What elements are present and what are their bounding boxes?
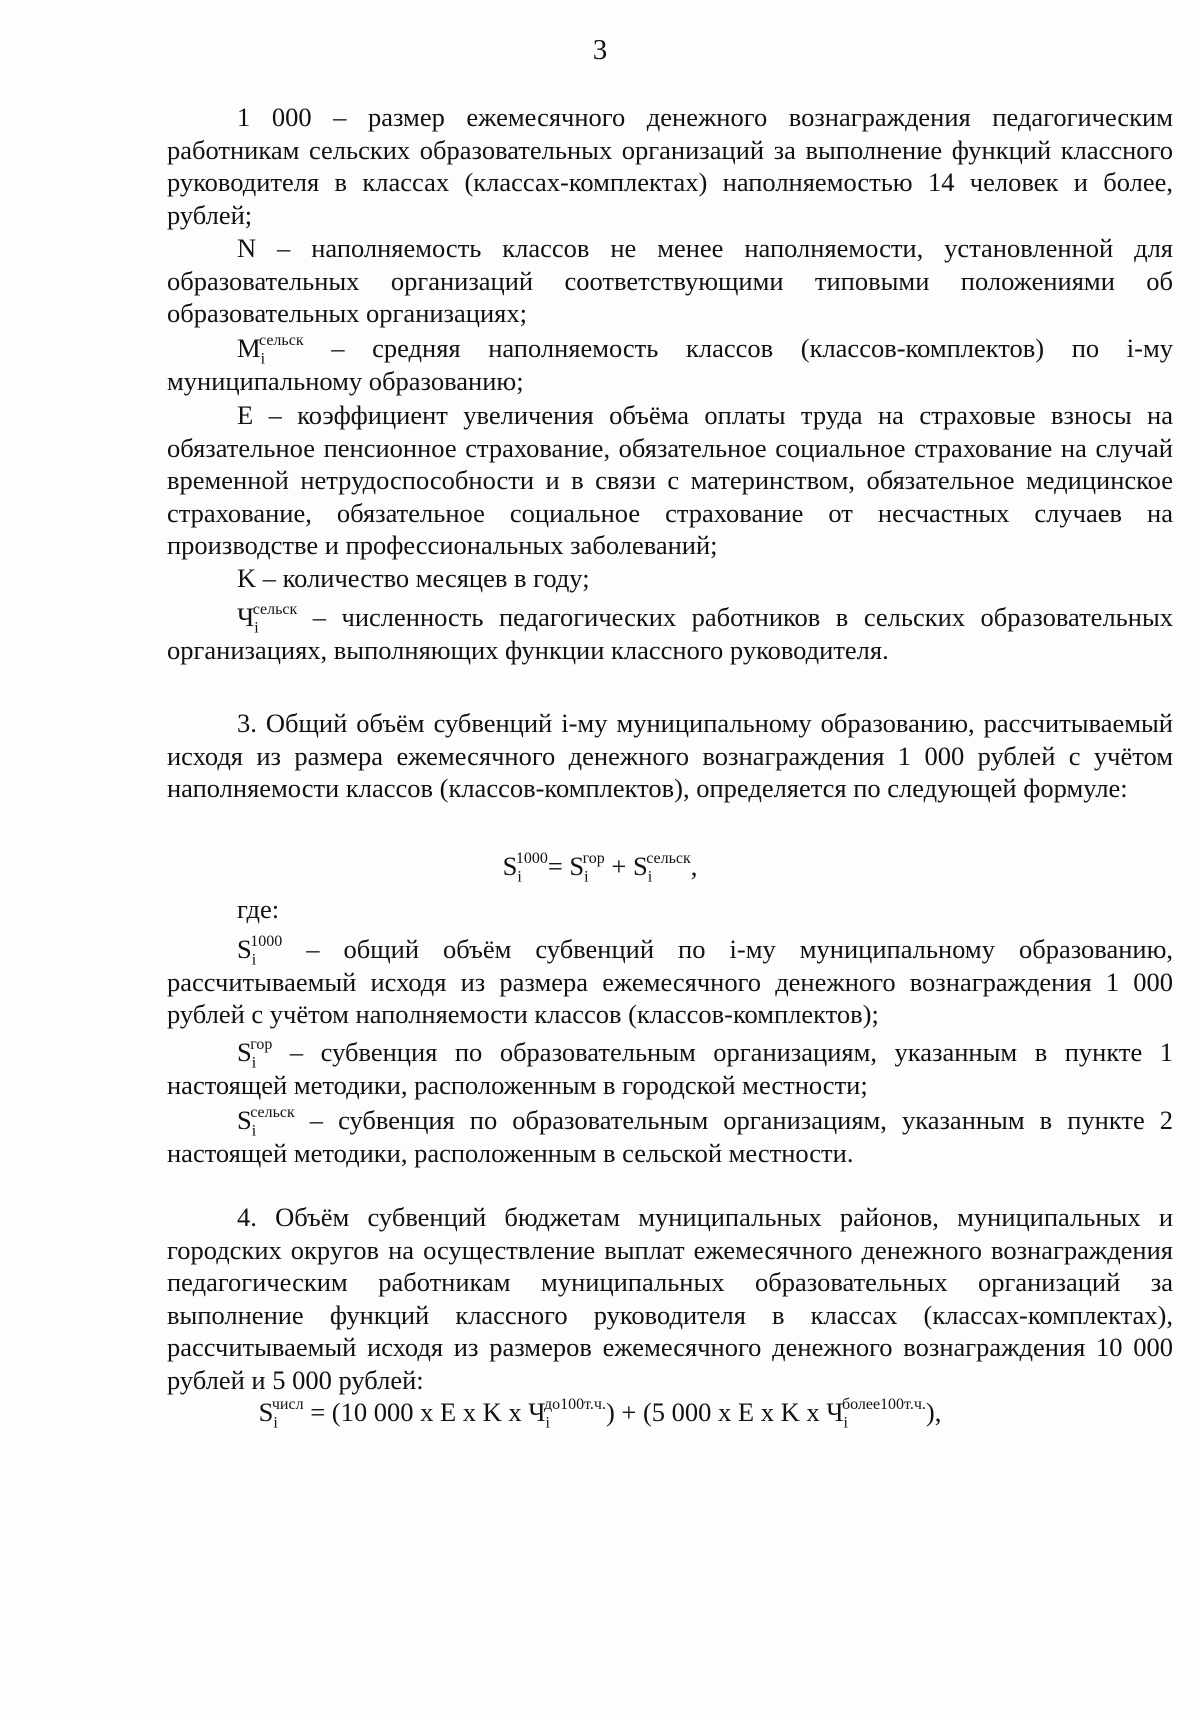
paragraph-sgor-definition: $S_i^{гор}$ – субвенция по образовательным организациям, указанным в пункте 1 настоящей методики, расположенным в городской местности; <box>167 1036 1173 1100</box>
paragraph-section-4: 4. Объём субвенций бюджетам муниципальных районов, муниципальных и городских округов на осуществление выплат ежемесячного денежного вознаграждения педагогическим работникам муниципальных образовательных организаций за выполнение функций классного руководителя в классах (классах-комплектах), рассчитываемый исходя из размеров ежемесячного денежного вознаграждения 10 000 рублей и 5 000 рублей: <box>167 1202 1173 1395</box>
paragraph-n-definition: N – наполняемость классов не менее наполняемости, установленной для образовательных организаций соответствующими типовыми положениями об образовательных организациях; <box>167 233 1173 328</box>
paragraph-section-3: 3. Общий объём субвенций i-му муниципальному образованию, рассчитываемый исходя из размера ежемесячного денежного вознаграждения 1 000 рублей с учётом наполняемости классов (классов-комплектов), определяется по следующей формуле: <box>167 708 1173 803</box>
paragraph-1000-definition: 1 000 – размер ежемесячного денежного вознаграждения педагогическим работникам сельских образовательных организаций за выполнение функций классного руководителя в классах (классах-комплектах) наполняемостью 14 человек и более, рублей; <box>167 102 1173 230</box>
formula-schisl: $S_i^{числ} = (10$ 000 х E х K х $Ч_i^{до100т.ч.}) + (5$ 000 х E х K х $Ч_i^{более100т.ч.}$), <box>258 1396 942 1432</box>
paragraph-e-definition: E – коэффициент увеличения объёма оплаты труда на страховые взносы на обязательное пенсионное страхование, обязательное социальное страхование на случай временной нетрудоспособности и в связи с материнством, обязательное медицинское страхование, обязательное социальное страхование от несчастных случаев на производстве и профессиональных заболеваний; <box>167 400 1173 560</box>
paragraph-ssel-definition: $S_i^{сельск}$ – субвенция по образовательным организациям, указанным в пункте 2 настоящей методики, расположенным в сельской местности. <box>167 1104 1173 1168</box>
page-number: 3 <box>592 34 608 66</box>
paragraph-s1000-definition: $S_i^{1000}$ – общий объём субвенций по i-му муниципальному образованию, рассчитываемый исходя из размера ежемесячного денежного вознаграждения 1 000 рублей с учётом наполняемости классов (классов-комплектов); <box>167 933 1173 1029</box>
where-label: где: <box>237 894 280 924</box>
formula-s1000: $S_i^{1000}= S_i^{гор} + S_i^{сельск}$, <box>502 850 698 886</box>
paragraph-ch-definition: $Ч_i^{сельск}$ – численность педагогических работников в сельских образовательных организациях, выполняющих функции классного руководителя. <box>167 601 1173 665</box>
paragraph-k-definition: K – количество месяцев в году; <box>237 563 590 593</box>
paragraph-m-definition: $M_i^{сельск}$ – средняя наполняемость классов (классов-комплектов) по i-му муниципальному образованию; <box>167 332 1173 396</box>
